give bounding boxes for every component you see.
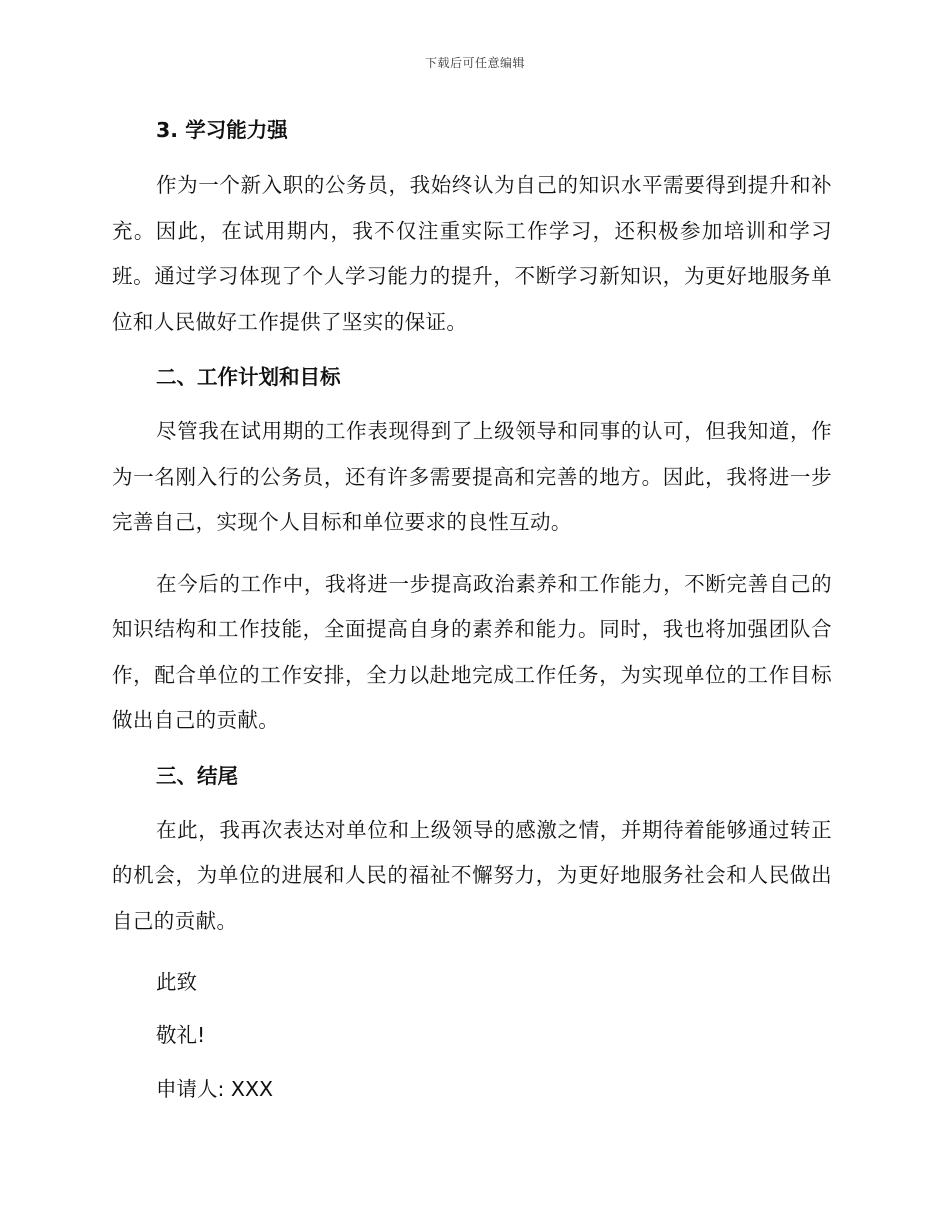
section-heading-ending: 三、结尾 bbox=[156, 763, 238, 788]
closing-regards: 敬礼! bbox=[156, 1023, 206, 1047]
paragraph-plan-2: 在今后的工作中，我将进一步提高政治素养和工作能力，不断完善自己的知识结构和工作技能，全面提高自身的素养和能力。同时，我也将加强团队合作，配合单位的工作安排，全力以赴地完成工作任务，为实现单位的工作目标做出自己的贡献。 bbox=[112, 571, 832, 732]
paragraph-learning: 作为一个新入职的公务员，我始终认为自己的知识水平需要得到提升和补充。因此，在试用期内，我不仅注重实际工作学习，还积极参加培训和学习班。通过学习体现了个人学习能力的提升，不断学习新知识，为更好地服务单位和人民做好工作提供了坚实的保证。 bbox=[112, 173, 832, 334]
section-heading-learning: 3. 学习能力强 bbox=[156, 118, 288, 142]
closing-salutation: 此致 bbox=[156, 970, 197, 994]
applicant-signature: 申请人: XXX bbox=[156, 1077, 274, 1101]
page-header-note: 下载后可任意编辑 bbox=[424, 56, 525, 70]
document-body bbox=[112, 110, 832, 1105]
section-heading-plan: 二、工作计划和目标 bbox=[156, 365, 341, 389]
paragraph-plan-1: 尽管我在试用期的工作表现得到了上级领导和同事的认可，但我知道，作为一名刚入行的公务员，还有许多需要提高和完善的地方。因此，我将进一步完善自己，实现个人目标和单位要求的良性互动。 bbox=[112, 419, 832, 534]
paragraph-ending: 在此，我再次表达对单位和上级领导的感激之情，并期待着能够通过转正的机会，为单位的进展和人民的福祉不懈努力，为更好地服务社会和人民做出自己的贡献。 bbox=[112, 817, 832, 933]
